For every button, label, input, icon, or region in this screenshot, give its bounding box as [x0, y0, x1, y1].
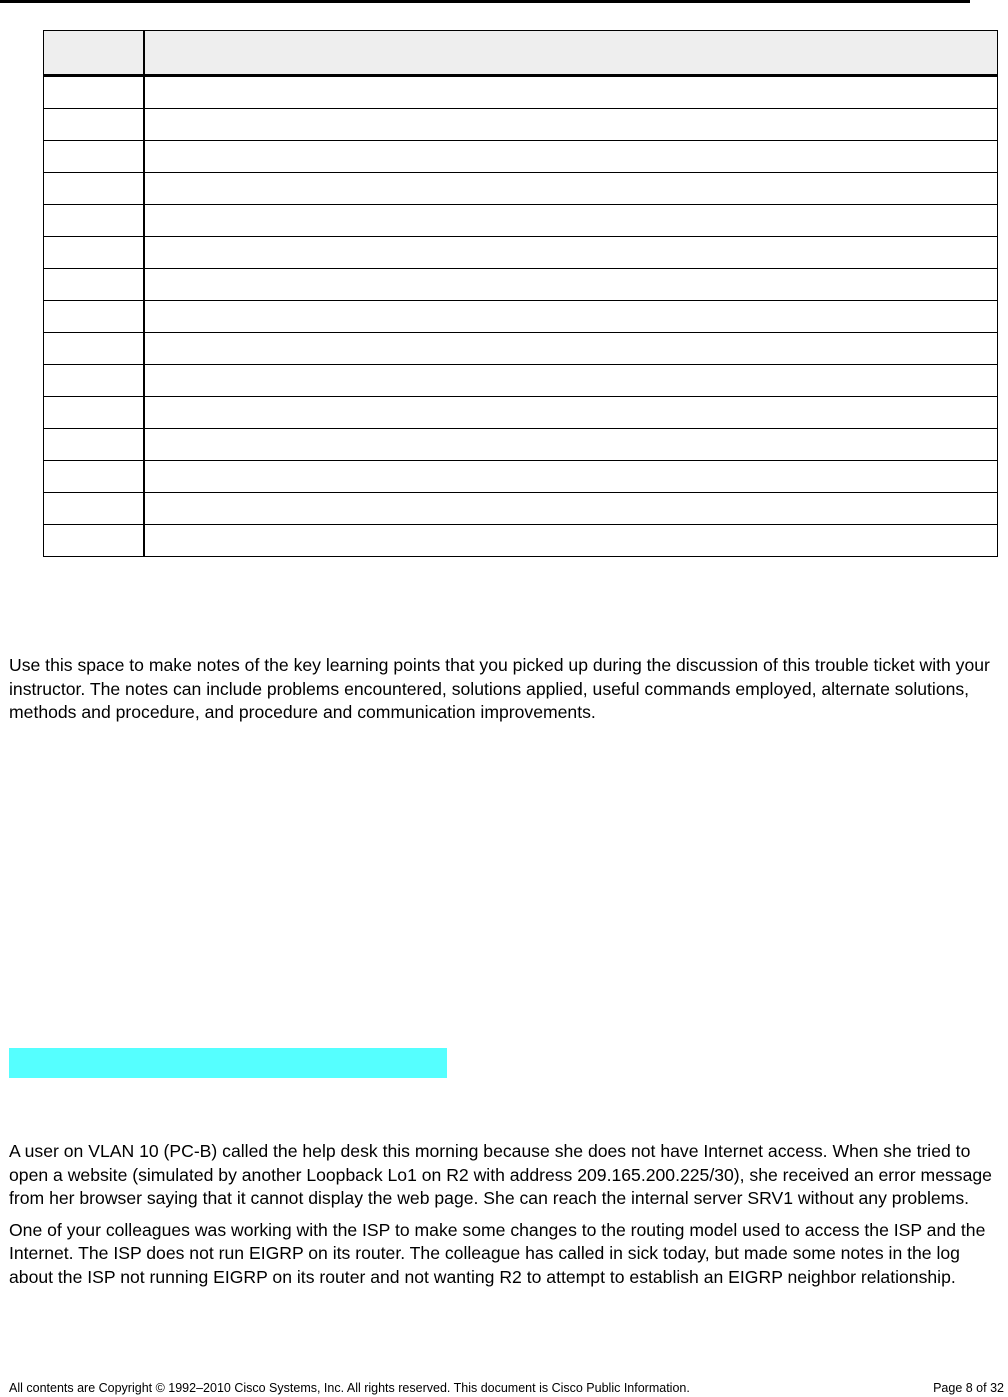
- table-row: [44, 429, 998, 461]
- step-cell[interactable]: [44, 365, 145, 397]
- table-row: [44, 397, 998, 429]
- table-row: [44, 301, 998, 333]
- description-cell[interactable]: [144, 205, 998, 237]
- table-row: [44, 333, 998, 365]
- description-cell[interactable]: [144, 493, 998, 525]
- step-cell[interactable]: [44, 301, 145, 333]
- description-cell[interactable]: [144, 333, 998, 365]
- table-row: [44, 525, 998, 557]
- scenario-paragraph-1: A user on VLAN 10 (PC-B) called the help desk this morning because she does not have Internet access. When she tried to open a website (simulated by another Loopback Lo1 on R2 with address 209.165.200.225/30), she received an error message from her browser saying that it cannot display the web page. She can reach the internal server SRV1 without any problems.: [9, 1141, 992, 1208]
- description-cell[interactable]: [144, 301, 998, 333]
- top-rule: [0, 0, 970, 3]
- table-row: [44, 173, 998, 205]
- table-row: [44, 205, 998, 237]
- notes-instructions: Use this space to make notes of the key learning points that you picked up during the discussion of this trouble ticket with your instructor. The notes can include problems encountered, solutions applied, useful commands employed, alternate solutions, methods and procedure, and procedure and communication improvements.: [9, 655, 990, 722]
- description-cell[interactable]: [144, 429, 998, 461]
- description-cell[interactable]: [144, 76, 998, 109]
- description-cell[interactable]: [144, 173, 998, 205]
- scenario-paragraph-2: One of your colleagues was working with the ISP to make some changes to the routing model used to access the ISP and the Internet. The ISP does not run EIGRP on its router. The colleague has called in sick today, but made some notes in the log about the ISP not running EIGRP on its router and not wanting R2 to attempt to establish an EIGRP neighbor relationship.: [9, 1219, 986, 1287]
- footer-page-number: Page 8 of 32: [933, 1381, 1004, 1395]
- step-cell[interactable]: [44, 525, 145, 557]
- description-cell[interactable]: [144, 109, 998, 141]
- description-cell[interactable]: [144, 237, 998, 269]
- table-row: [44, 365, 998, 397]
- step-cell[interactable]: [44, 397, 145, 429]
- table-row: [44, 141, 998, 173]
- header-cell-description: [144, 31, 998, 76]
- description-cell[interactable]: [144, 525, 998, 557]
- trouble-ticket-scenario: [9, 1140, 1007, 1297]
- step-cell[interactable]: [44, 109, 145, 141]
- step-cell[interactable]: [44, 333, 145, 365]
- step-cell[interactable]: [44, 493, 145, 525]
- table-row: [44, 493, 998, 525]
- table-header-row: [44, 31, 998, 76]
- step-cell[interactable]: [44, 205, 145, 237]
- highlighted-heading-bar: [9, 1048, 447, 1078]
- description-cell[interactable]: [144, 461, 998, 493]
- step-cell[interactable]: [44, 461, 145, 493]
- step-cell[interactable]: [44, 173, 145, 205]
- table-row: [44, 269, 998, 301]
- header-cell-step: [44, 31, 145, 76]
- step-cell[interactable]: [44, 237, 145, 269]
- footer-copyright: All contents are Copyright © 1992–2010 Cisco Systems, Inc. All rights reserved. This document is Cisco Public Information.: [9, 1381, 690, 1395]
- troubleshooting-log-table: [43, 30, 998, 557]
- step-cell[interactable]: [44, 269, 145, 301]
- step-cell[interactable]: [44, 141, 145, 173]
- description-cell[interactable]: [144, 365, 998, 397]
- description-cell[interactable]: [144, 397, 998, 429]
- step-cell[interactable]: [44, 429, 145, 461]
- table-row: [44, 237, 998, 269]
- description-cell[interactable]: [144, 141, 998, 173]
- table-row: [44, 461, 998, 493]
- table-row: [44, 76, 998, 109]
- description-cell[interactable]: [144, 269, 998, 301]
- table-row: [44, 109, 998, 141]
- step-cell[interactable]: [44, 76, 145, 109]
